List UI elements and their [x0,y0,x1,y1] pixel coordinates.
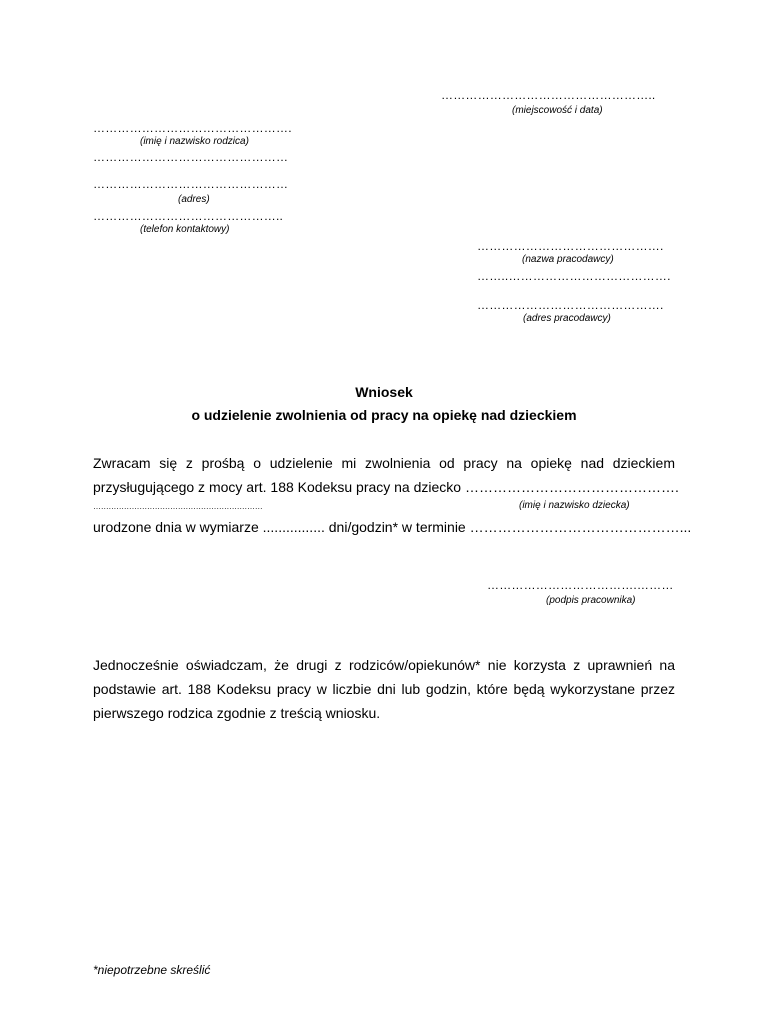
employer-name-field: ………………………………………. [477,239,664,253]
declaration-paragraph: Jednocześnie oświadczam, że drugi z rodziców/opiekunów* nie korzysta z uprawnień na podstawie art. 188 Kodeksu pracy w liczbie dni lub godzin, które będą wykorzystane przez pierwszego rodzica zgodnie z treścią wniosku. [93,657,675,721]
parent-address-field-2: ………………………………………… [93,177,289,191]
parent-address-caption: (adres) [178,194,210,205]
place-date-field: …………………………………………….. [441,88,656,102]
child-name-caption: (imię i nazwisko dziecka) [519,500,630,511]
signature-field: ……………………………….……… [487,578,674,592]
document-title: Wniosek [355,384,413,400]
employer-address-field-2: ………………………………………. [477,298,664,312]
footnote: *niepotrzebne skreślić [93,963,211,977]
request-line-1: Zwracam się z prośbą o udzielenie mi zwolnienia od pracy na opiekę nad dzieckiem [93,455,675,471]
document-subtitle: o udzielenie zwolnienia od pracy na opiekę nad dzieckiem [191,407,577,423]
parent-phone-caption: (telefon kontaktowy) [140,224,230,235]
parent-address-field-1: ………………………………………… [93,150,289,164]
place-date-caption: (miejscowość i data) [512,105,603,116]
request-line-2: przysługującego z mocy art. 188 Kodeksu pracy na dziecko ………………………………………. [93,479,679,495]
employer-name-caption: (nazwa pracodawcy) [522,254,614,265]
request-line-3: urodzone dnia w wymiarze ................ dni/godzin* w terminie ………………………………………... [93,519,692,535]
parent-name-field: …………………………………………. [93,121,292,135]
parent-phone-field: ……………………………………….. [93,209,284,223]
employer-address-field-1: ……..…………………………………. [477,269,671,283]
employer-address-caption: (adres pracodawcy) [523,313,611,324]
signature-caption: (podpis pracownika) [546,595,636,606]
child-name-field: ………………………………………………………… [93,502,263,511]
parent-name-caption: (imię i nazwisko rodzica) [140,136,249,147]
